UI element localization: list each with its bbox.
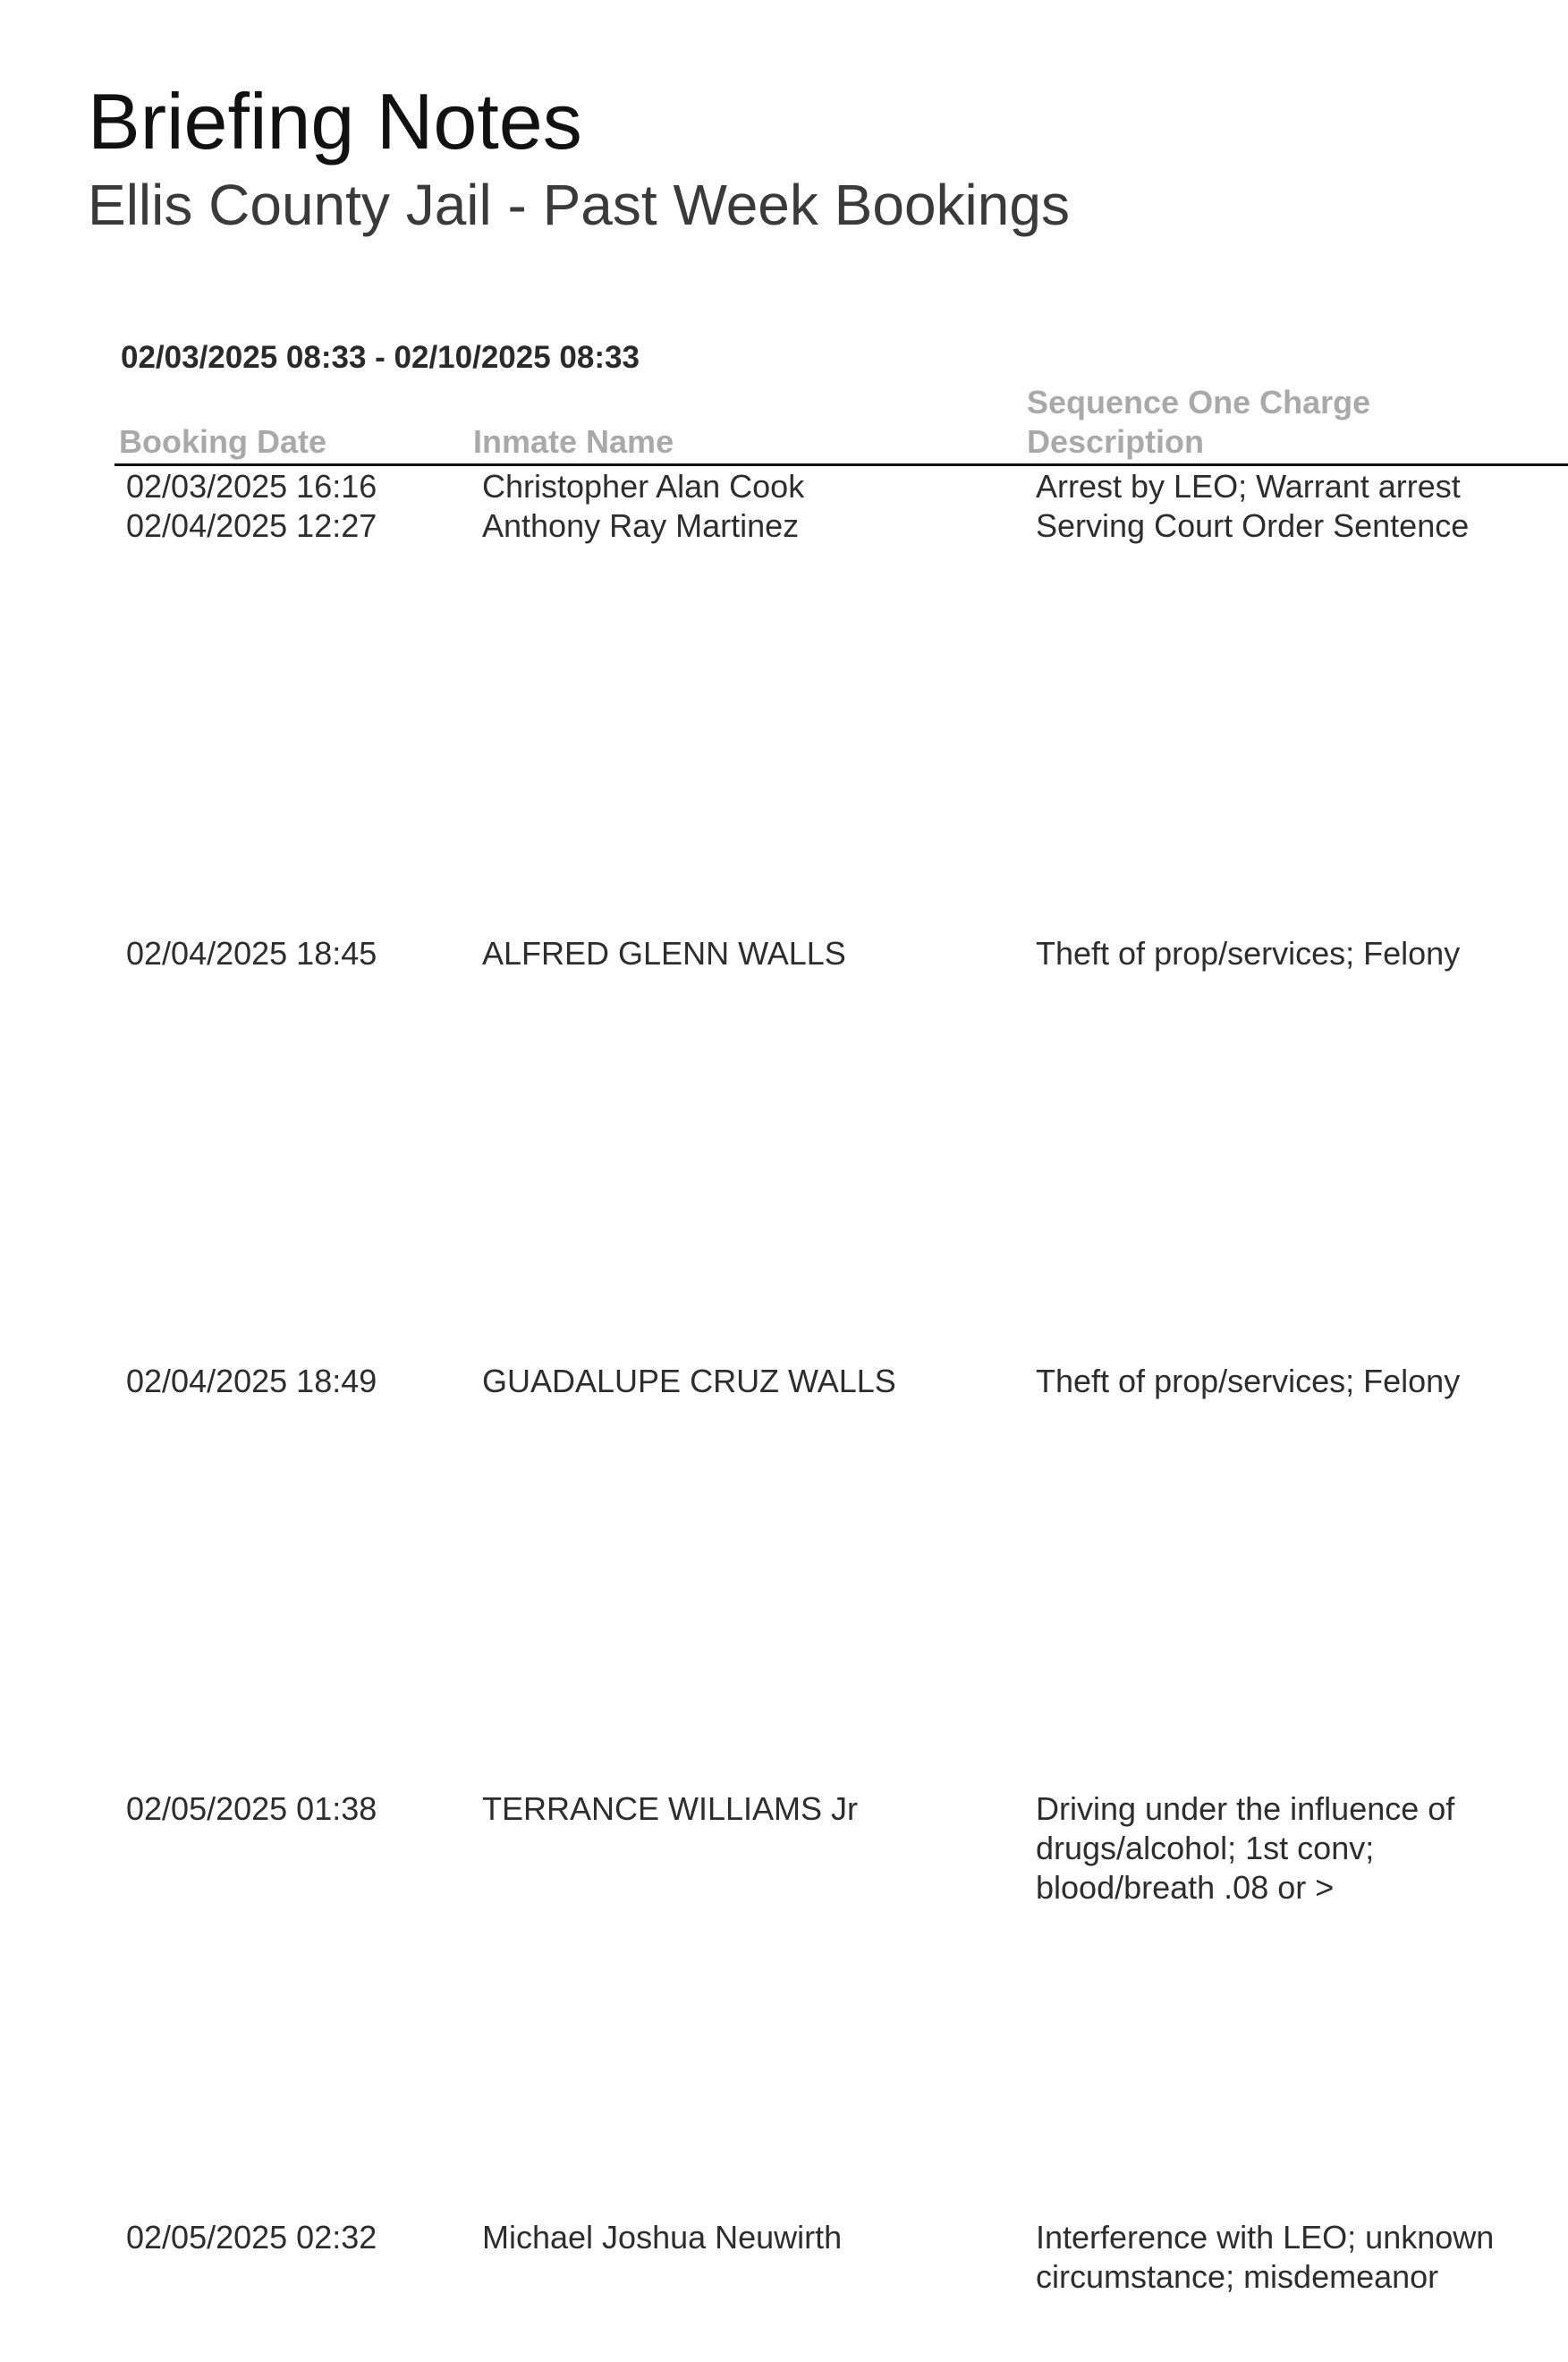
- column-header-booking-date: Booking Date: [119, 423, 327, 460]
- inmate-name-cell: Michael Joshua Neuwirth: [482, 2219, 843, 2256]
- inmate-name-cell: Anthony Ray Martinez: [482, 507, 800, 544]
- page-subtitle: Ellis County Jail - Past Week Bookings: [88, 173, 1070, 237]
- column-header-inmate-name: Inmate Name: [473, 423, 674, 460]
- charge-description-cell: Theft of prop/services; Felony: [1036, 1363, 1461, 1399]
- column-header-charge-description: Sequence One Charge Description: [1027, 384, 1371, 460]
- inmate-name-cell: GUADALUPE CRUZ WALLS: [482, 1363, 896, 1399]
- booking-date-cell: 02/04/2025 18:45: [126, 935, 377, 972]
- charge-description-cell: Serving Court Order Sentence: [1036, 507, 1470, 544]
- inmate-name-cell: Christopher Alan Cook: [482, 468, 805, 505]
- charge-description-cell: Arrest by LEO; Warrant arrest: [1036, 468, 1461, 505]
- charge-description-cell: Driving under the influence of drugs/alcohol; 1st conv; blood/breath .08 or >: [1036, 1790, 1455, 1906]
- booking-date-cell: 02/04/2025 18:49: [126, 1363, 377, 1399]
- charge-description-cell: Theft of prop/services; Felony: [1036, 935, 1461, 972]
- booking-date-cell: 02/04/2025 12:27: [126, 507, 377, 544]
- page-title: Briefing Notes: [88, 77, 582, 166]
- header-divider: [114, 463, 1568, 466]
- booking-date-cell: 02/03/2025 16:16: [126, 468, 377, 505]
- date-range: 02/03/2025 08:33 - 02/10/2025 08:33: [121, 340, 640, 375]
- inmate-name-cell: ALFRED GLENN WALLS: [482, 935, 846, 972]
- booking-date-cell: 02/05/2025 01:38: [126, 1790, 377, 1827]
- booking-date-cell: 02/05/2025 02:32: [126, 2219, 377, 2256]
- inmate-name-cell: TERRANCE WILLIAMS Jr: [482, 1790, 859, 1827]
- charge-description-cell: Interference with LEO; unknown circumstance; misdemeanor: [1036, 2219, 1495, 2295]
